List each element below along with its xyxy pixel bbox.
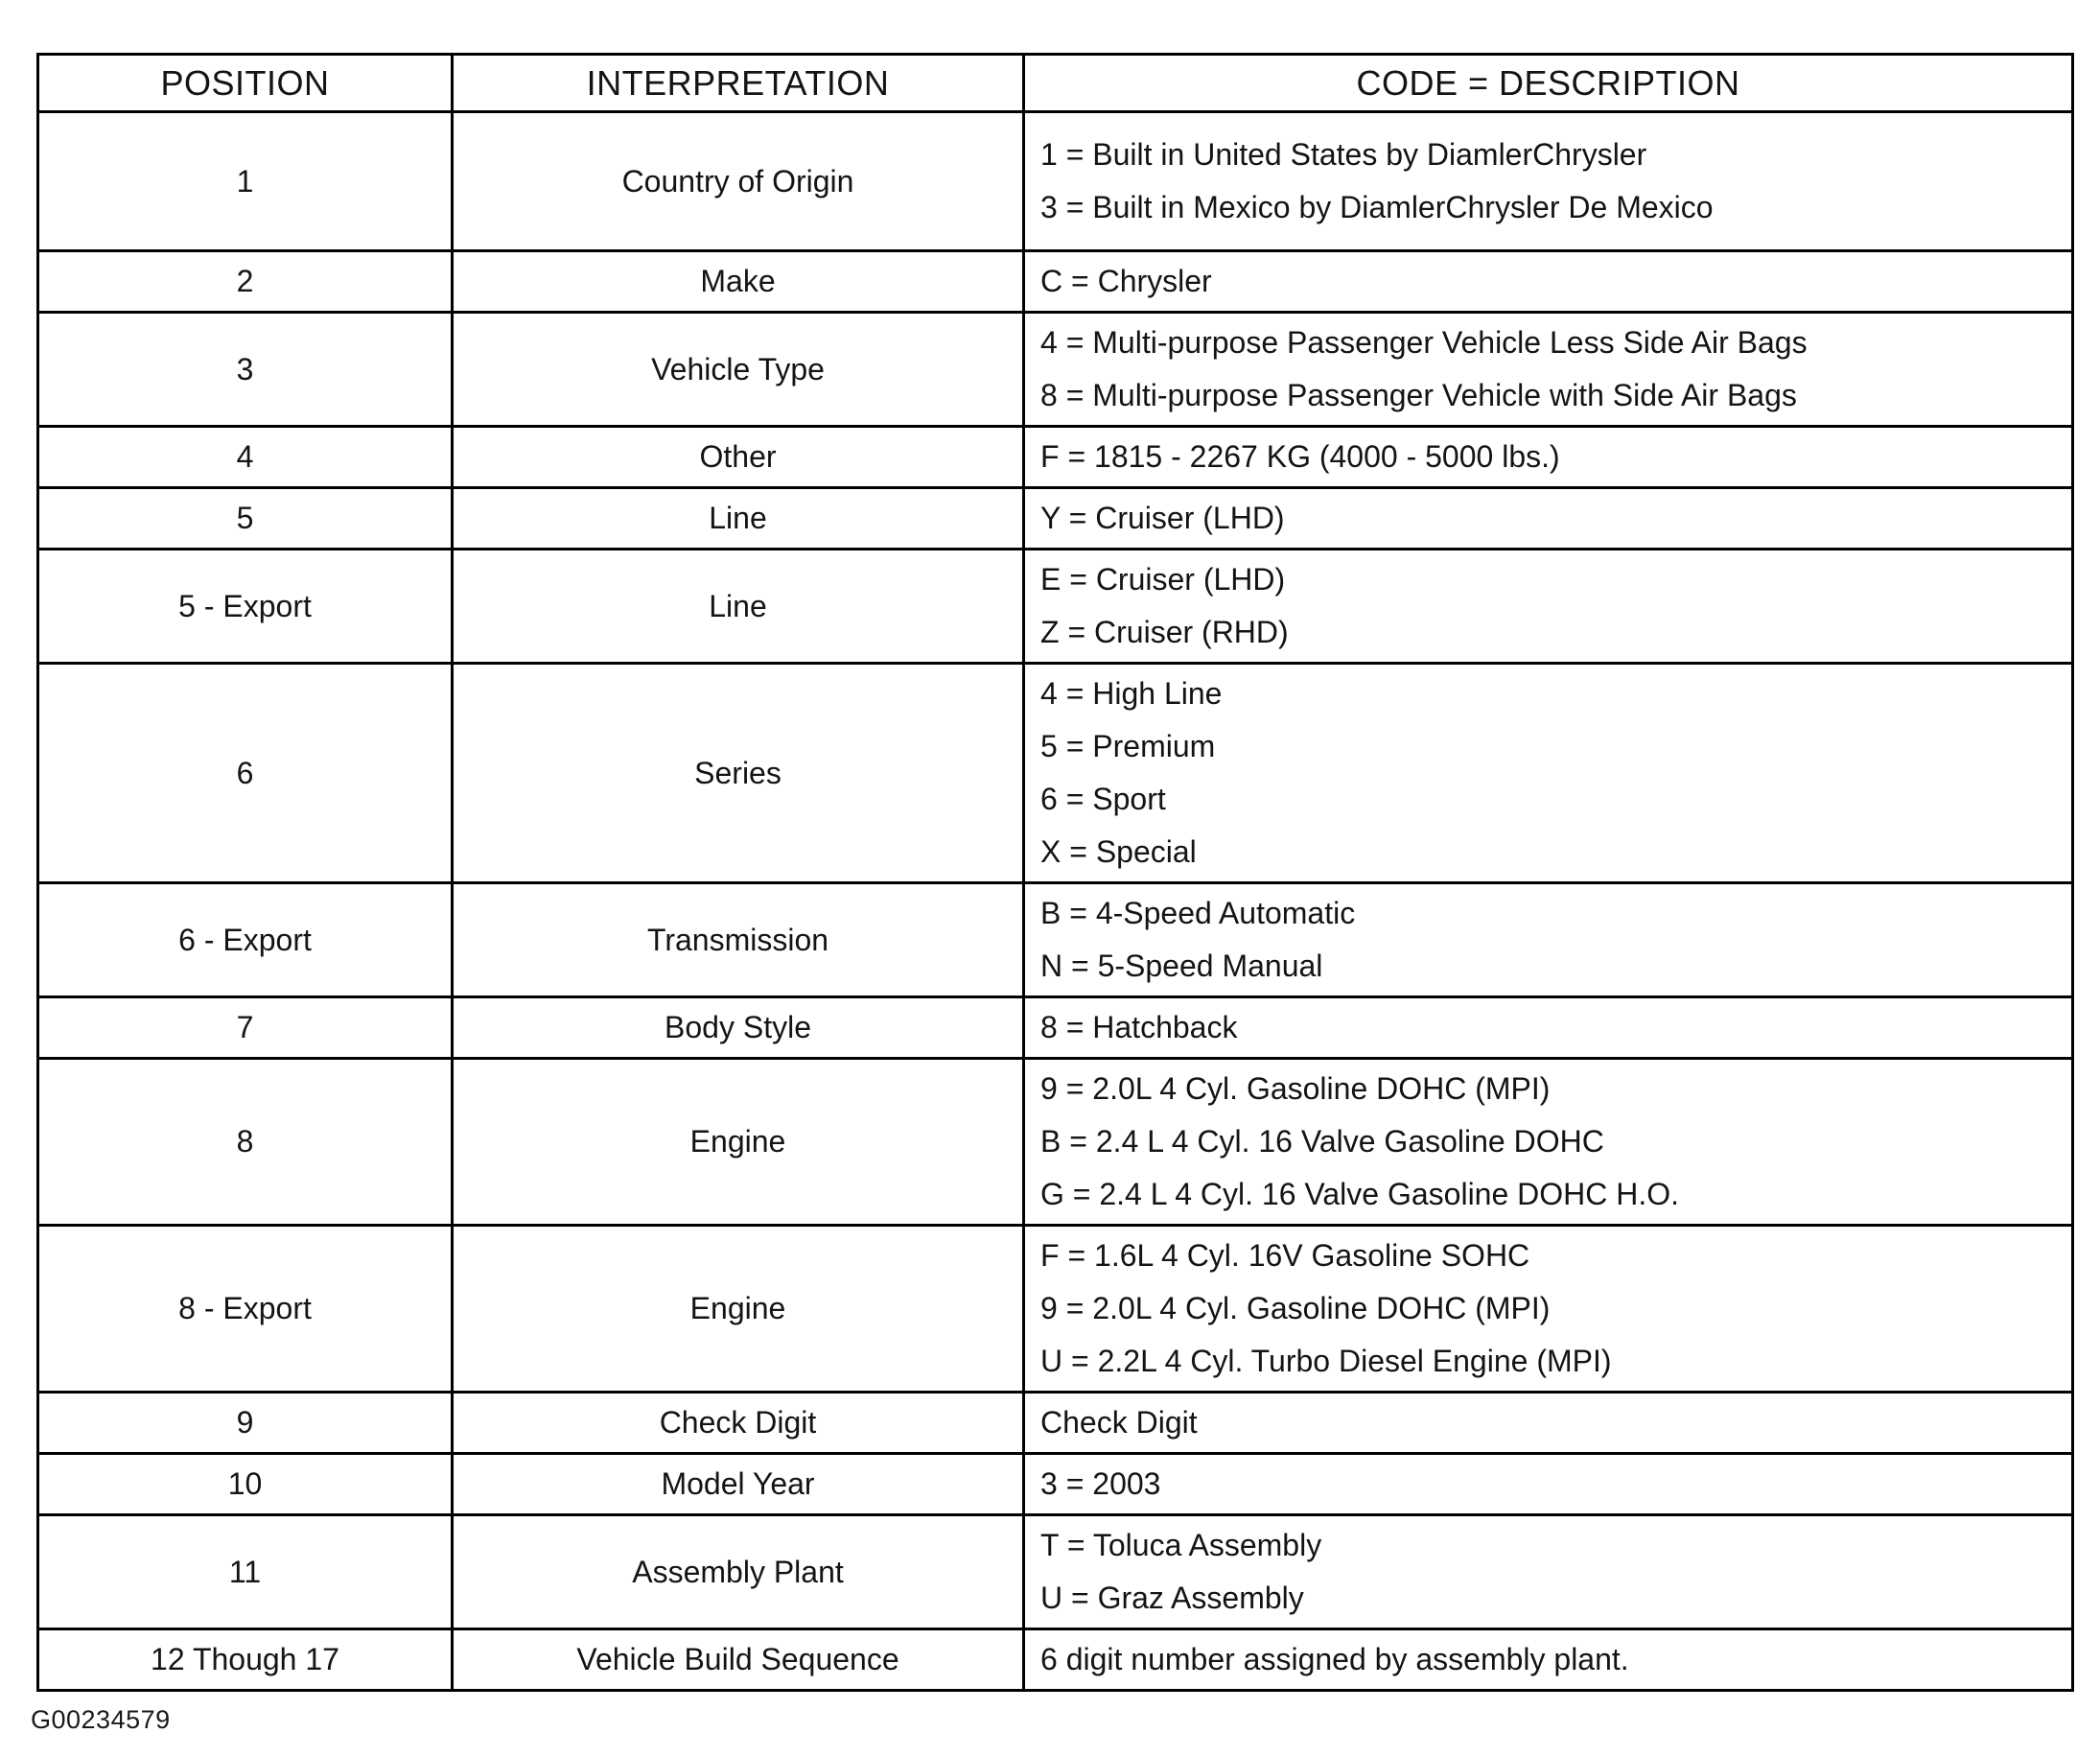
column-header-position: POSITION <box>38 55 453 112</box>
interpretation-cell: Model Year <box>453 1454 1024 1515</box>
interpretation-cell: Line <box>453 488 1024 550</box>
codes-cell <box>1024 488 2073 550</box>
code-line: U = Graz Assembly <box>1040 1581 1304 1615</box>
position-cell: 6 - Export <box>38 883 453 997</box>
code-line: 9 = 2.0L 4 Cyl. Gasoline DOHC (MPI) <box>1040 1071 1551 1106</box>
position-cell: 9 <box>38 1393 453 1454</box>
document-page <box>0 53 2100 1757</box>
codes-cell <box>1024 1629 2073 1691</box>
code-line: F = 1815 - 2267 KG (4000 - 5000 lbs.) <box>1040 439 1560 474</box>
code-line: 6 = Sport <box>1040 782 1166 816</box>
code-line: 4 = High Line <box>1040 676 1223 711</box>
table-row <box>38 664 2073 883</box>
position-cell: 11 <box>38 1515 453 1629</box>
codes-cell <box>1024 550 2073 664</box>
code-line: F = 1.6L 4 Cyl. 16V Gasoline SOHC <box>1040 1238 1530 1273</box>
code-line: 6 digit number assigned by assembly plant. <box>1040 1642 1629 1676</box>
table-row <box>38 883 2073 997</box>
position-cell: 1 <box>38 112 453 251</box>
table-row <box>38 1515 2073 1629</box>
code-line: N = 5-Speed Manual <box>1040 949 1323 983</box>
codes-cell <box>1024 112 2073 251</box>
column-header-interpretation: INTERPRETATION <box>453 55 1024 112</box>
table-row <box>38 251 2073 313</box>
code-line: 3 = Built in Mexico by DiamlerChrysler De Mexico <box>1040 190 1714 224</box>
codes-cell <box>1024 1454 2073 1515</box>
code-line: X = Special <box>1040 834 1197 869</box>
interpretation-cell: Country of Origin <box>453 112 1024 251</box>
table-row <box>38 1059 2073 1226</box>
position-cell: 5 - Export <box>38 550 453 664</box>
table-row <box>38 112 2073 251</box>
codes-cell <box>1024 997 2073 1059</box>
codes-cell <box>1024 251 2073 313</box>
position-cell: 2 <box>38 251 453 313</box>
interpretation-cell: Vehicle Type <box>453 313 1024 427</box>
code-line: C = Chrysler <box>1040 264 1212 298</box>
interpretation-cell: Series <box>453 664 1024 883</box>
code-line: 8 = Multi-purpose Passenger Vehicle with Side Air Bags <box>1040 378 1797 412</box>
code-line: 3 = 2003 <box>1040 1466 1161 1501</box>
codes-cell <box>1024 427 2073 488</box>
codes-cell <box>1024 313 2073 427</box>
position-cell: 3 <box>38 313 453 427</box>
table-row <box>38 313 2073 427</box>
position-cell: 8 - Export <box>38 1226 453 1393</box>
table-row <box>38 1393 2073 1454</box>
codes-cell <box>1024 1059 2073 1226</box>
interpretation-cell: Transmission <box>453 883 1024 997</box>
table-row <box>38 550 2073 664</box>
position-cell: 8 <box>38 1059 453 1226</box>
code-line: Y = Cruiser (LHD) <box>1040 501 1285 535</box>
code-line: Z = Cruiser (RHD) <box>1040 615 1289 649</box>
table-row <box>38 997 2073 1059</box>
interpretation-cell: Check Digit <box>453 1393 1024 1454</box>
column-header-code-description: CODE = DESCRIPTION <box>1024 55 2073 112</box>
interpretation-cell: Assembly Plant <box>453 1515 1024 1629</box>
position-cell: 7 <box>38 997 453 1059</box>
codes-cell <box>1024 1393 2073 1454</box>
table-row <box>38 1226 2073 1393</box>
table-row <box>38 1454 2073 1515</box>
interpretation-cell: Line <box>453 550 1024 664</box>
table-row <box>38 427 2073 488</box>
codes-cell <box>1024 1515 2073 1629</box>
interpretation-cell: Vehicle Build Sequence <box>453 1629 1024 1691</box>
interpretation-cell: Body Style <box>453 997 1024 1059</box>
codes-cell <box>1024 1226 2073 1393</box>
interpretation-cell: Other <box>453 427 1024 488</box>
interpretation-cell: Make <box>453 251 1024 313</box>
code-line: 4 = Multi-purpose Passenger Vehicle Less Side Air Bags <box>1040 325 1808 360</box>
code-line: 8 = Hatchback <box>1040 1010 1238 1044</box>
codes-cell <box>1024 664 2073 883</box>
position-cell: 10 <box>38 1454 453 1515</box>
code-line: G = 2.4 L 4 Cyl. 16 Valve Gasoline DOHC H.O. <box>1040 1177 1680 1211</box>
code-line: B = 2.4 L 4 Cyl. 16 Valve Gasoline DOHC <box>1040 1124 1604 1159</box>
code-line: Check Digit <box>1040 1405 1198 1440</box>
interpretation-cell: Engine <box>453 1059 1024 1226</box>
code-line: 1 = Built in United States by DiamlerChrysler <box>1040 137 1647 172</box>
code-line: B = 4-Speed Automatic <box>1040 896 1356 930</box>
code-line: 5 = Premium <box>1040 729 1216 763</box>
position-cell: 6 <box>38 664 453 883</box>
code-line: E = Cruiser (LHD) <box>1040 562 1286 597</box>
position-cell: 5 <box>38 488 453 550</box>
position-cell: 4 <box>38 427 453 488</box>
table-row <box>38 488 2073 550</box>
figure-id-label: G00234579 <box>31 1705 171 1734</box>
table-row <box>38 1629 2073 1691</box>
code-line: T = Toluca Assembly <box>1040 1528 1322 1562</box>
code-line: U = 2.2L 4 Cyl. Turbo Diesel Engine (MPI) <box>1040 1344 1612 1378</box>
codes-cell <box>1024 883 2073 997</box>
vin-decode-table <box>36 53 2074 1692</box>
interpretation-cell: Engine <box>453 1226 1024 1393</box>
table-header-row <box>38 55 2073 112</box>
code-line: 9 = 2.0L 4 Cyl. Gasoline DOHC (MPI) <box>1040 1291 1551 1325</box>
position-cell: 12 Though 17 <box>38 1629 453 1691</box>
